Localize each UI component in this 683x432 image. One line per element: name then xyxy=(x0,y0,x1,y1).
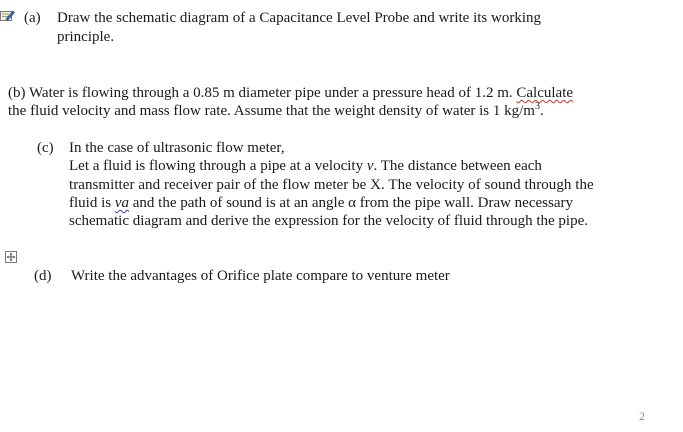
edit-pencil-icon[interactable] xyxy=(0,9,15,22)
spellcheck-word-va[interactable]: va xyxy=(114,195,130,211)
question-c-line3: transmitter and receiver pair of the flow meter be X. The velocity of sound through the xyxy=(69,177,594,193)
question-d-text: Write the advantages of Orifice plate compare to venture meter xyxy=(71,268,450,284)
question-b-line1 xyxy=(8,84,573,102)
question-c-line4-text: fluid is xyxy=(69,195,112,211)
question-a-label: (a) xyxy=(24,10,41,26)
question-a-text-line2: principle. xyxy=(57,29,115,45)
question-a-text-line1: Draw the schematic diagram of a Capacitance Level Probe and write its working xyxy=(57,10,541,26)
question-c-line2-text: Let a fluid is flowing through a pipe at a velocity xyxy=(69,158,364,174)
velocity-variable: v xyxy=(366,158,374,174)
question-c-label: (c) xyxy=(37,140,54,156)
superscript-exponent: 3 xyxy=(534,101,540,112)
question-b-line2 xyxy=(8,102,544,120)
question-c-line2-end: . The distance between each xyxy=(373,158,542,174)
question-c-line4-end: and the path of sound is at an angle α from the pipe wall. Draw necessary xyxy=(132,195,573,211)
question-d-label: (d) xyxy=(34,268,52,284)
question-b-line1-text: (b) Water is flowing through a 0.85 m diameter pipe under a pressure head of 1.2 m. xyxy=(8,85,513,101)
question-c-line5: schematic diagram and derive the expression for the velocity of fluid through the pipe. xyxy=(69,213,589,229)
question-b-line2-text: the fluid velocity and mass flow rate. Assume that the weight density of water is 1 kg/m xyxy=(8,103,535,119)
table-move-handle-icon[interactable] xyxy=(5,251,17,263)
spellcheck-word-calculate[interactable]: Calculate xyxy=(516,85,574,101)
page-number: 2 xyxy=(639,409,645,423)
question-c-line2 xyxy=(69,157,647,175)
question-c-line4 xyxy=(69,194,573,212)
question-c-line1: In the case of ultrasonic flow meter, xyxy=(69,140,285,156)
question-b-line2-end: . xyxy=(539,103,544,119)
